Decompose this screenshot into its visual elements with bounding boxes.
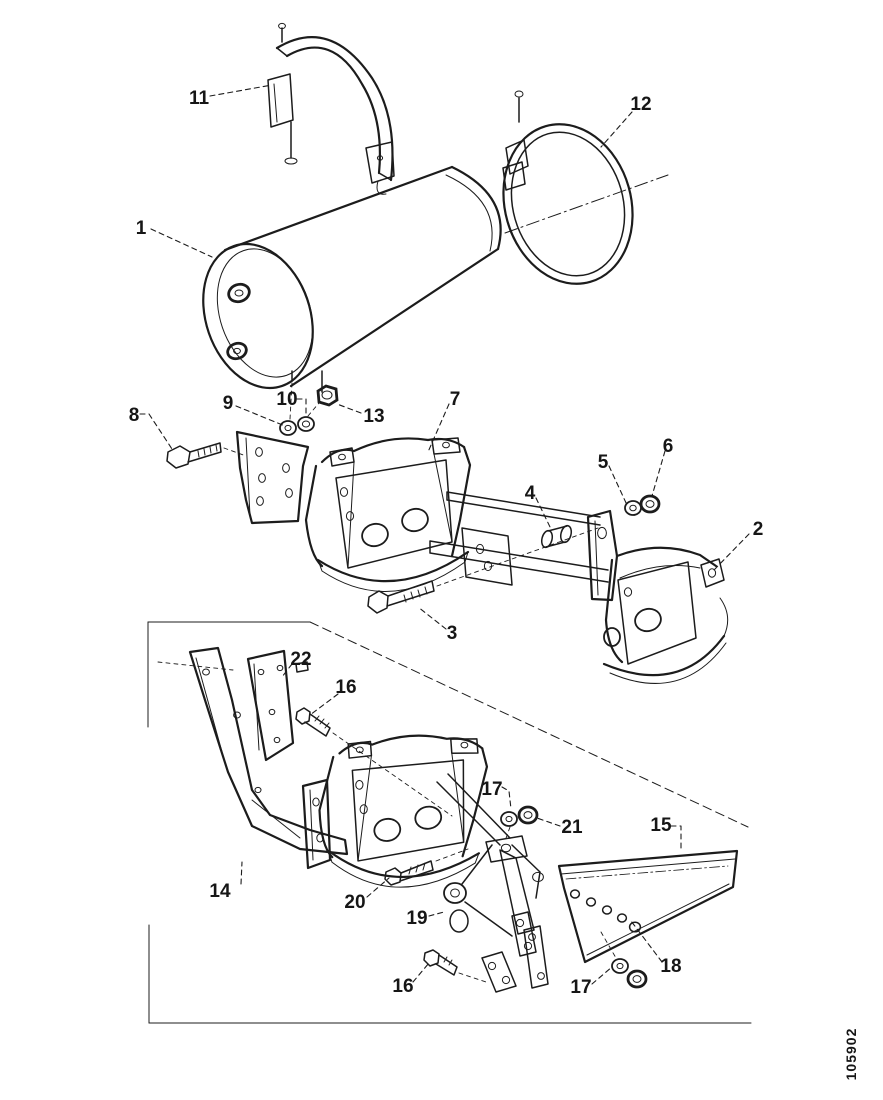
callout-15 [650, 815, 681, 848]
part-2-saddle-bracket [588, 511, 728, 683]
part-5-washer [625, 501, 641, 515]
part-10-washer [298, 403, 319, 431]
part-19-bracket [444, 836, 548, 992]
callout-3 [418, 607, 457, 644]
callout-12 [601, 94, 652, 147]
rail-link-plate [462, 528, 512, 585]
callout-19 [406, 908, 444, 929]
callout-6 [652, 436, 673, 496]
callout-2-label: 2 [752, 519, 764, 540]
callout-11 [189, 85, 272, 109]
lower-saddle-bracket [303, 728, 510, 893]
part-17-nut-lower [612, 959, 646, 987]
callout-9-label: 9 [222, 393, 234, 414]
part-13-nut [318, 386, 337, 405]
part-6-nut [641, 496, 659, 512]
part-7-saddle-bracket [237, 432, 470, 591]
bolt-8-axis [224, 448, 246, 456]
part-8-bolt [167, 443, 246, 468]
part-21-washer [519, 807, 537, 823]
callout-10 [276, 389, 306, 416]
part-14-bracket [190, 648, 347, 854]
callout-13-label: 13 [363, 406, 385, 427]
callout-3-label: 3 [446, 623, 458, 644]
callout-16b [392, 963, 429, 997]
callout-17a [481, 779, 511, 809]
callout-14-label: 14 [209, 881, 231, 902]
plate-studs [571, 890, 641, 932]
figure-part-number: 105902 [843, 1027, 859, 1081]
tank-port-lower [226, 341, 249, 361]
callout-4-label: 4 [524, 483, 536, 504]
callout-2 [714, 519, 763, 570]
callout-17b-label: 17 [570, 977, 592, 998]
part-11-strap [268, 23, 394, 194]
part-12-strap-ring [485, 91, 668, 299]
callout-10-label: 10 [276, 389, 298, 410]
callout-1-label: 1 [135, 218, 147, 239]
callout-20 [344, 878, 389, 913]
callout-13 [337, 404, 385, 427]
callout-21-label: 21 [561, 817, 583, 838]
callout-5-label: 5 [597, 452, 609, 473]
part-15-gusset-plate [559, 851, 737, 962]
callouts [129, 85, 764, 998]
callout-21 [537, 817, 583, 838]
part-1-air-tank [185, 167, 501, 403]
callout-5 [598, 452, 627, 505]
callout-18-label: 18 [660, 956, 682, 977]
callout-1 [136, 218, 212, 257]
callout-6-label: 6 [662, 436, 674, 457]
callout-22-label: 22 [290, 649, 312, 670]
callout-16a-label: 16 [335, 677, 357, 698]
tank-port-upper [226, 282, 251, 305]
callout-14 [209, 862, 242, 902]
callout-15-label: 15 [650, 815, 672, 836]
callout-12-label: 12 [630, 94, 652, 115]
callout-16b-label: 16 [392, 976, 414, 997]
callout-7-label: 7 [449, 389, 461, 410]
callout-8-label: 8 [128, 405, 140, 426]
part-16-bolt-upper [296, 708, 452, 816]
callout-17a-label: 17 [481, 779, 503, 800]
callout-8 [129, 405, 172, 449]
callout-16a [310, 677, 357, 715]
callout-20-label: 20 [344, 892, 366, 913]
part-3-bolt [368, 528, 598, 613]
part-4-spacer [540, 525, 573, 549]
callout-11-label: 11 [188, 88, 210, 109]
callout-19-label: 19 [406, 908, 428, 929]
callout-17b [570, 967, 612, 998]
part-16-bolt-lower [424, 950, 486, 982]
tank-axis-line [505, 175, 668, 233]
